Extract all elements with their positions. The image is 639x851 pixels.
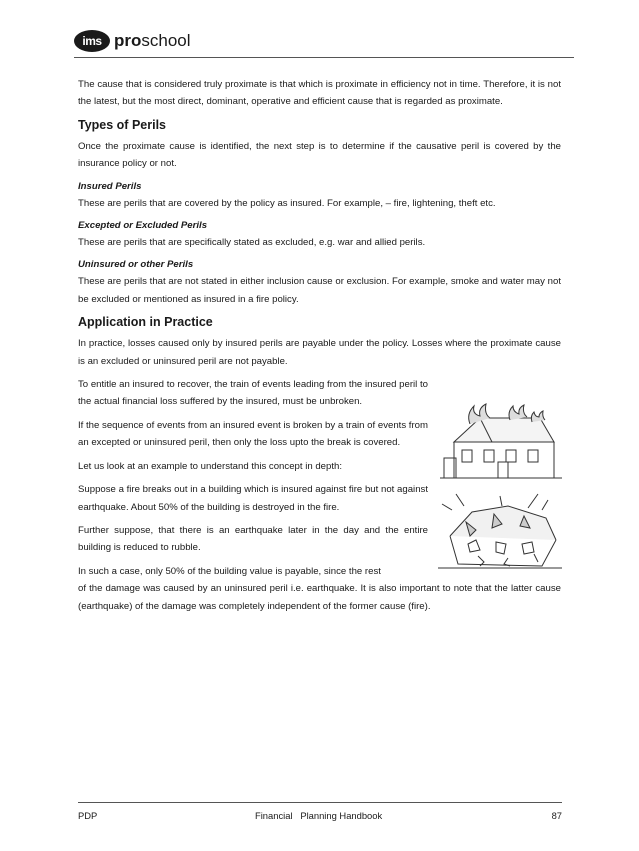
- uninsured-perils-heading: Uninsured or other Perils: [78, 259, 194, 271]
- earthquake-rubble-illustration: [438, 492, 562, 572]
- uninsured-perils-paragraph: These are perils that are not stated in either inclusion cause or exclusion. For example, smoke and water may not be excluded or mentioned as insured in a fire policy.: [78, 276, 561, 305]
- application-heading: Application in Practice: [78, 315, 213, 330]
- logo-wordmark: [114, 31, 191, 51]
- application-paragraph: In practice, losses caused only by insured perils are payable under the policy. Losses where the proximate cause is an excluded or uninsured peril are not payable.: [78, 338, 561, 367]
- logo-wordmark-bold: pro: [114, 31, 142, 50]
- example-intro-paragraph: Let us look at an example to understand this concept in depth:: [78, 460, 343, 472]
- footer-left-label: PDP: [78, 810, 98, 821]
- proschool-logo: [74, 30, 191, 52]
- intro-paragraph: The cause that is considered truly proximate is that which is proximate in efficiency not in time. Therefore, it is not the latest, but the most direct, dominant, operative and efficient cause that is regarded as proximate.: [78, 79, 561, 108]
- ims-logo-mark: ims: [74, 30, 110, 52]
- conclusion-line-1: In such a case, only 50% of the building value is payable, since the rest: [78, 565, 381, 577]
- burning-house-illustration: [440, 402, 562, 482]
- earthquake-paragraph: Further suppose, that there is an earthquake later in the day and the entire building is reduced to rubble.: [78, 524, 428, 554]
- conclusion-line-2: of the damage was caused by an uninsured peril i.e. earthquake. It is also important to note that the latter cause (earthquake) of the damage was completely independent of the former cause (fire).: [78, 583, 561, 612]
- footer-title: Financial Planning Handbook: [255, 810, 383, 821]
- logo-wordmark-rest: school: [141, 31, 191, 50]
- types-of-perils-paragraph: Once the proximate cause is identified, the next step is to determine if the causative peril is covered by the insurance policy or not.: [78, 140, 561, 170]
- header-divider: [74, 57, 574, 58]
- sequence-paragraph: If the sequence of events from an insured event is broken by a train of events from an excepted or uninsured peril, then only the loss upto the break is covered.: [78, 419, 428, 449]
- page-header: [74, 30, 574, 62]
- insured-perils-heading: Insured Perils: [78, 180, 142, 192]
- excepted-perils-paragraph: These are perils that are specifically stated as excluded, e.g. war and allied perils.: [78, 237, 426, 249]
- types-of-perils-heading: Types of Perils: [78, 117, 166, 132]
- entitle-paragraph: To entitle an insured to recover, the train of events leading from the insured peril to the actual financial loss suffered by the insured, must be unbroken.: [78, 379, 428, 408]
- page-number: 87: [551, 810, 562, 821]
- footer-divider: [78, 802, 562, 803]
- fire-paragraph: Suppose a fire breaks out in a building which is insured against fire but not against earthquake. About 50% of the building is destroyed in the fire.: [78, 484, 428, 513]
- insured-perils-paragraph: These are perils that are covered by the policy as insured. For example, – fire, lightening, theft etc.: [78, 197, 496, 209]
- excepted-perils-heading: Excepted or Excluded Perils: [78, 220, 208, 232]
